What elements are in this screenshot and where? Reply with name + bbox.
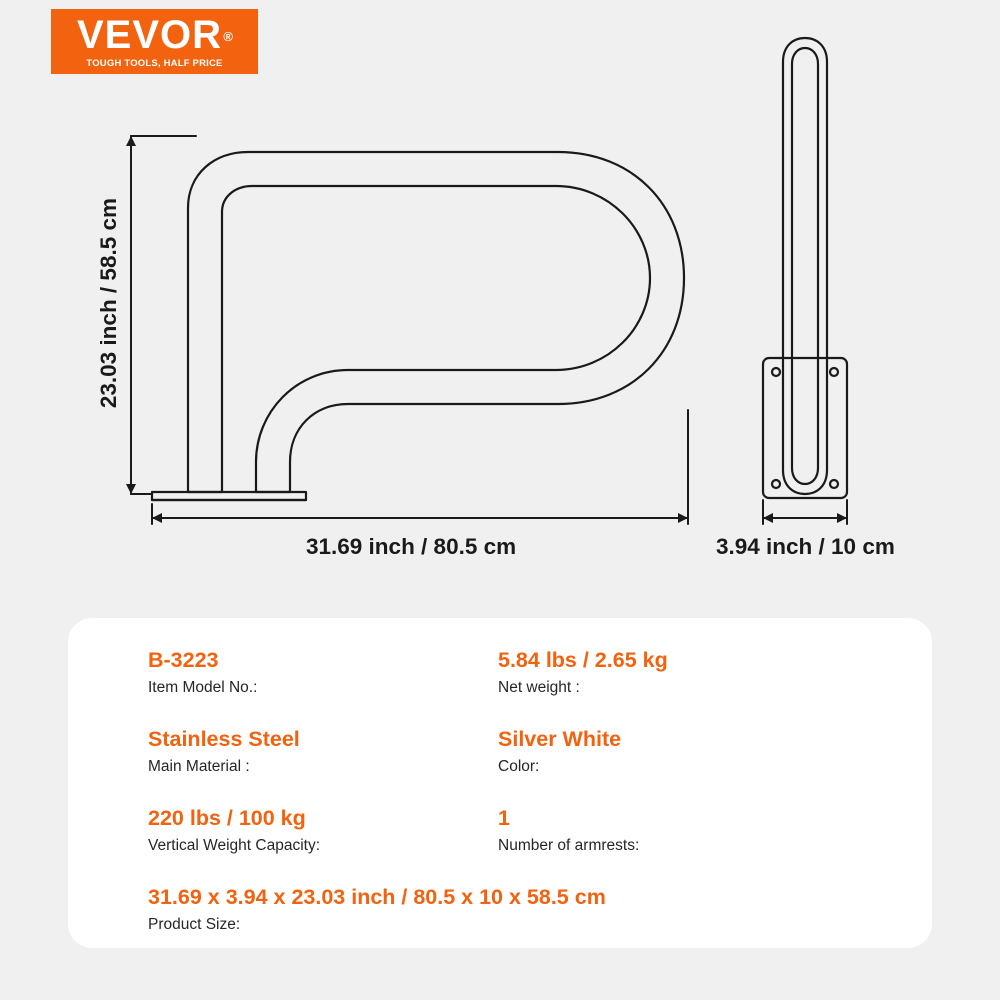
spec-value: 220 lbs / 100 kg [148,806,306,830]
width-dimension-label: 31.69 inch / 80.5 cm [306,534,517,559]
spec-row [148,646,848,725]
spec-row [148,804,848,883]
spec-value: 5.84 lbs / 2.65 kg [498,648,668,672]
spec-key: Net weight : [498,679,580,696]
handrail-side-outline [763,38,847,498]
height-dimension-label: 23.03 inch / 58.5 cm [96,198,121,409]
side-width-dimension-label: 3.94 inch / 10 cm [716,534,895,559]
width-dimension-line [152,410,688,524]
spec-value: Stainless Steel [148,727,300,751]
spec-item-model [148,646,498,698]
spec-item-weight-capacity [148,804,498,856]
brand-tagline: TOUGH TOOLS, HALF PRICE [86,57,223,69]
spec-item-product-size [148,883,848,935]
height-dimension-line [126,136,196,494]
spec-key: Vertical Weight Capacity: [148,837,321,854]
specifications-grid [148,646,848,962]
spec-row [148,725,848,804]
registered-trademark-icon: ® [223,28,235,44]
spec-value: Silver White [498,727,622,751]
spec-key: Main Material : [148,758,250,775]
spec-key: Number of armrests: [498,837,640,854]
spec-value: B-3223 [148,648,219,672]
handrail-front-outline [152,152,684,500]
spec-key: Product Size: [148,916,241,933]
spec-item-main-material [148,725,498,777]
spec-value: 1 [498,806,510,830]
spec-item-net-weight [498,646,848,698]
brand-name-text: VEVOR [76,12,223,57]
spec-key: Color: [498,758,540,775]
specifications-card [68,618,932,948]
spec-item-color [498,725,848,777]
spec-row [148,883,848,962]
side-width-dimension-line [763,500,847,524]
spec-key: Item Model No.: [148,679,258,696]
spec-value: 31.69 x 3.94 x 23.03 inch / 80.5 x 10 x 58.5 cm [148,885,606,909]
spec-item-armrest-count [498,804,848,856]
